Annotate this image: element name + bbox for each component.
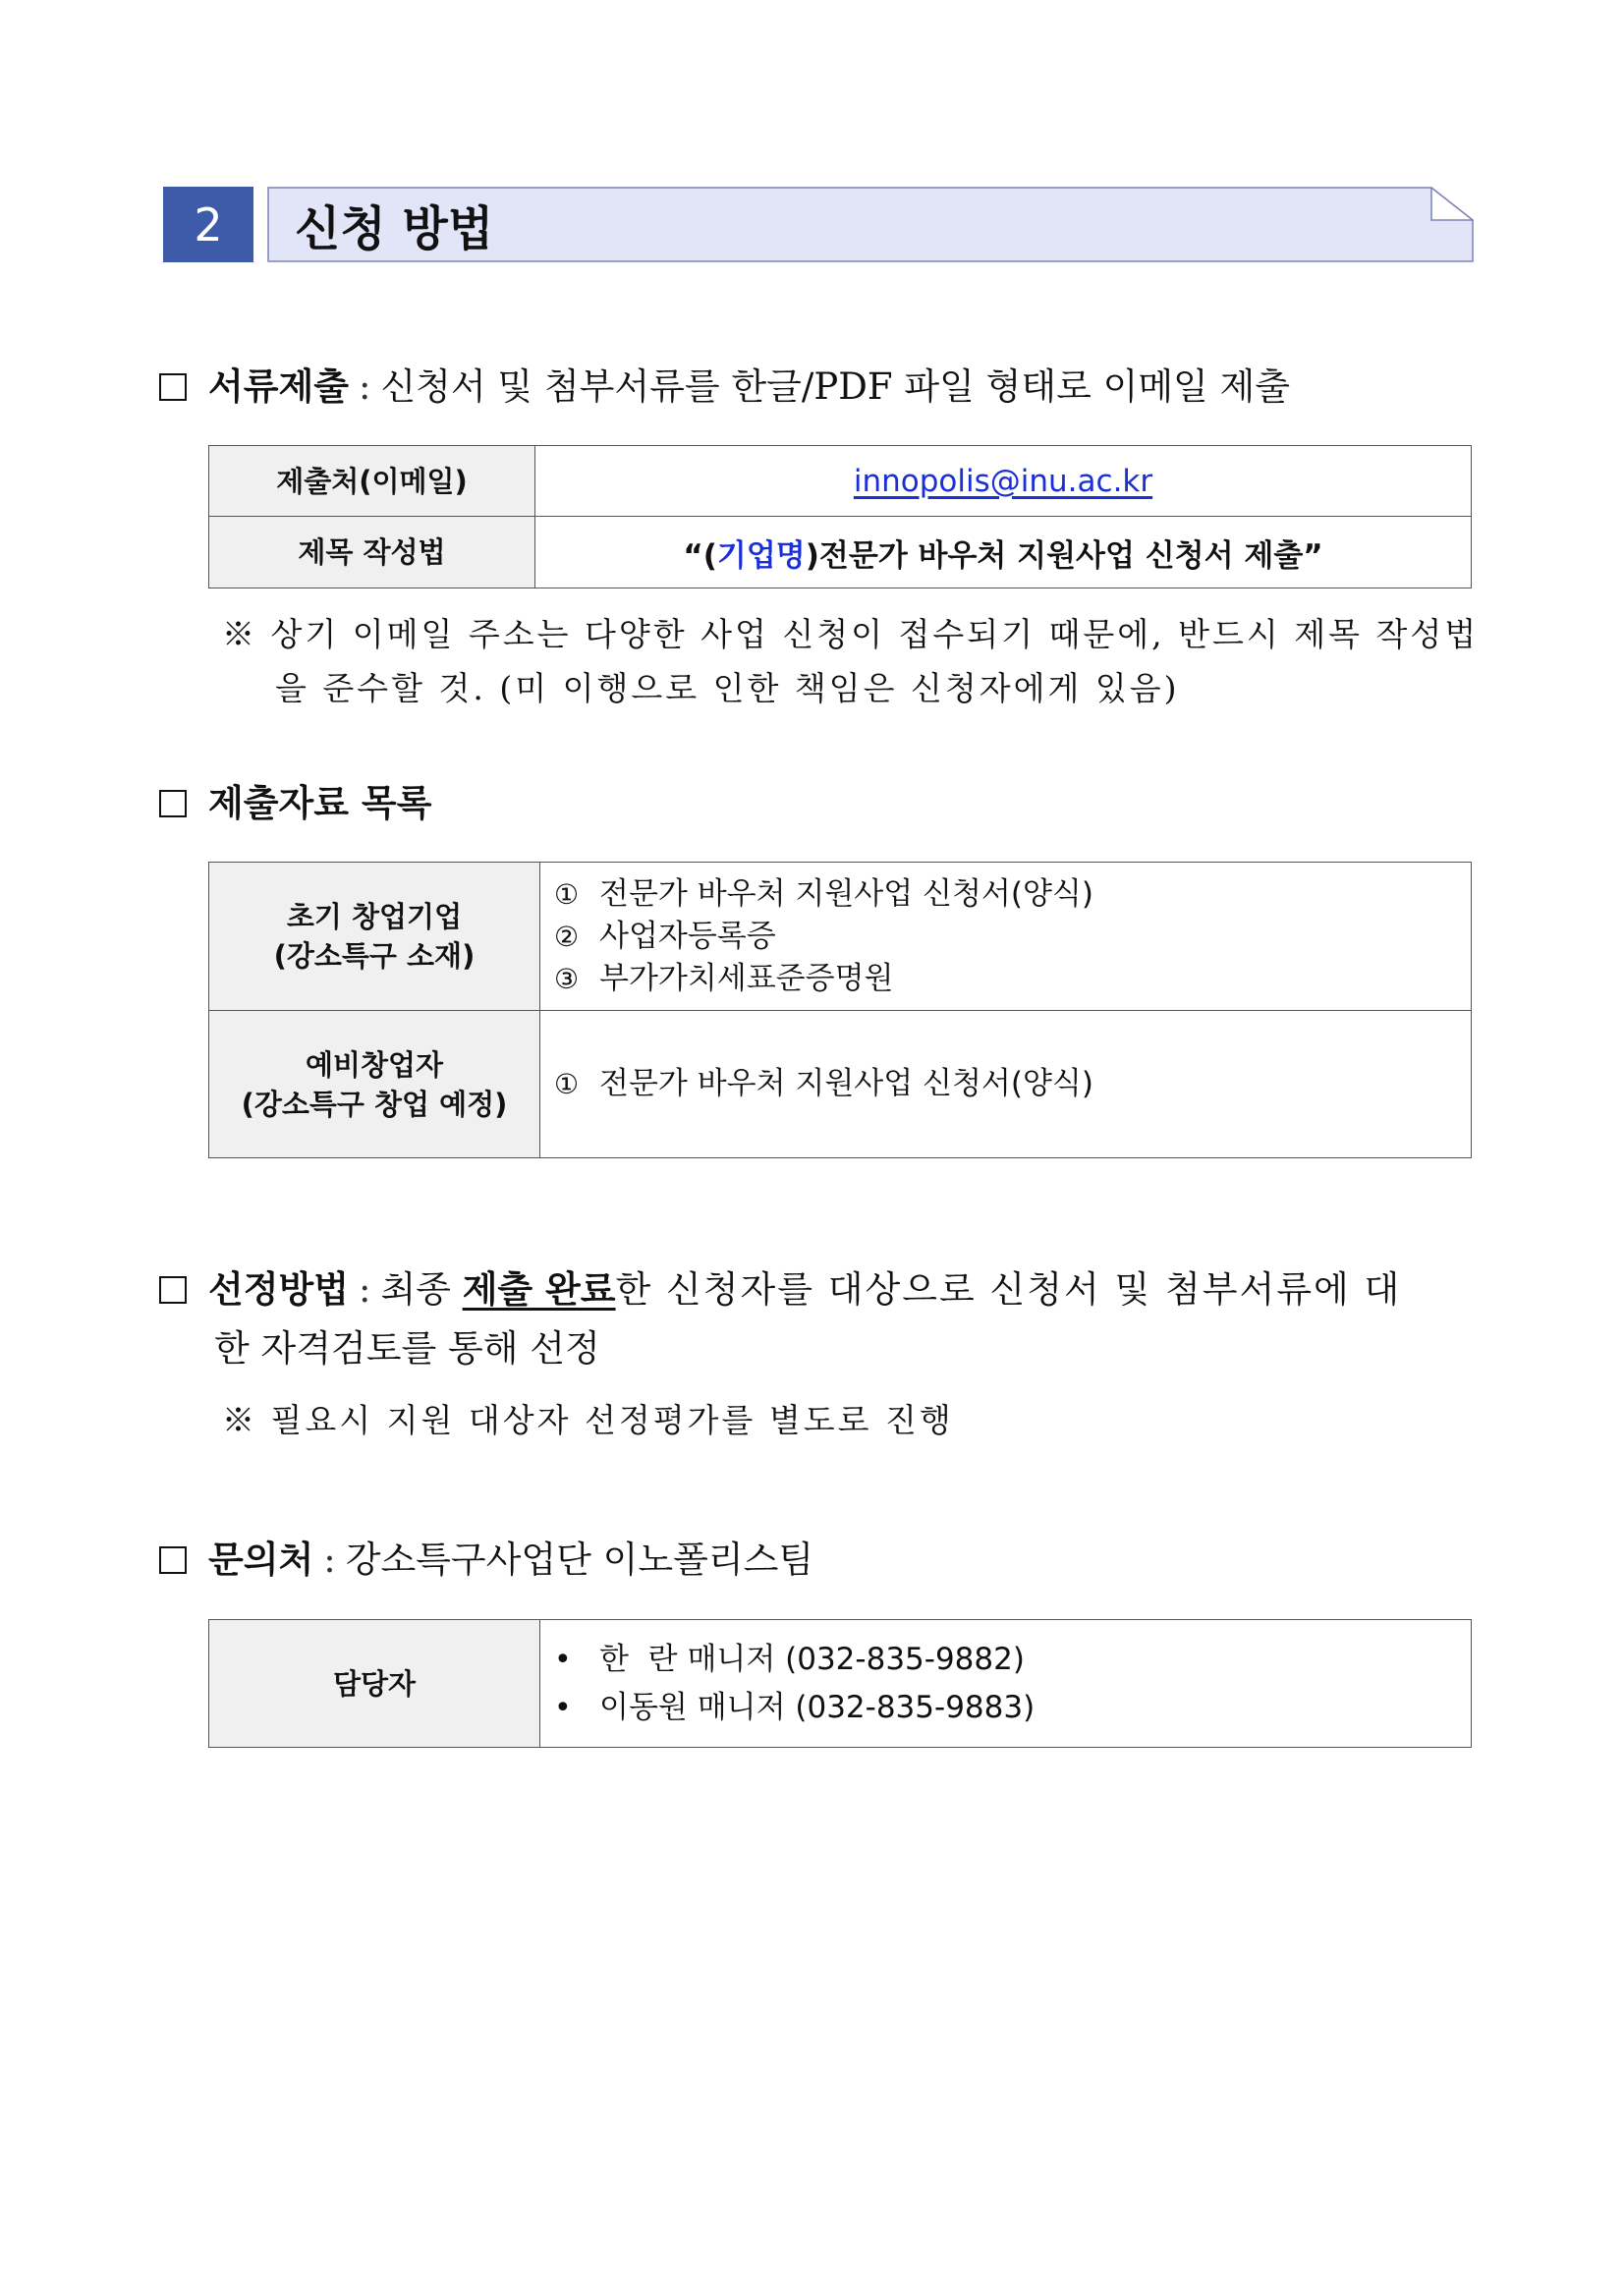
checkbox-square-icon [159, 1276, 187, 1304]
bullet-dot-icon: • [554, 1690, 572, 1725]
email-link[interactable]: innopolis@inu.ac.kr [853, 463, 1153, 499]
early-startup-header-cell: 초기 창업기업 (강소특구 소재) [209, 863, 540, 1011]
submission-note-line2: 을 준수할 것. (미 이행으로 인한 책임은 신청자에게 있음) [275, 669, 1180, 707]
inquiry-line: 문의처 : 강소특구사업단 이노폴리스팀 [159, 1535, 813, 1585]
list-item: ② 사업자등록증 [554, 918, 776, 954]
selection-line1: 선정방법 : 최종 제출 완료한 신청자를 대상으로 신청서 및 첨부서류에 대 [159, 1264, 1476, 1315]
company-name-placeholder: 기업명 [716, 537, 806, 574]
pre-startup-docs-cell [540, 1011, 1472, 1158]
section-number-badge [163, 187, 253, 262]
pre-startup-header-cell: 예비창업자 (강소특구 창업 예정) [209, 1011, 540, 1158]
contacts-cell [540, 1620, 1472, 1748]
checkbox-square-icon [159, 373, 187, 401]
bullet-dot-icon: • [554, 1642, 572, 1677]
list-item: ① 전문가 바우처 지원사업 신청서(양식) [554, 1066, 1093, 1101]
inquiry-label: 문의처 [208, 1538, 314, 1581]
selection-label: 선정방법 [208, 1267, 349, 1311]
section-title: 신청 방법 [295, 201, 494, 256]
subject-format-cell: “(기업명)전문가 바우처 지원사업 신청서 제출” [535, 517, 1472, 588]
contact-item: • 한 란 매니저 (032-835-9882) [540, 1639, 1471, 1681]
selection-note: ※ 필요시 지원 대상자 선정평가를 별도로 진행 [222, 1401, 954, 1439]
early-startup-docs-cell [540, 863, 1472, 1011]
submission-line: 서류제출 : 신청서 및 첨부서류를 한글/PDF 파일 형태로 이메일 제출 [159, 362, 1290, 412]
selection-line2: 한 자격검토를 통해 선정 [214, 1327, 600, 1370]
email-header-cell: 제출처(이메일) [209, 446, 535, 517]
documents-table [208, 862, 1472, 1158]
section-number: 2 [194, 197, 223, 252]
submission-complete-emphasis: 제출 완료 [462, 1267, 616, 1311]
submission-text: 신청서 및 첨부서류를 한글/PDF 파일 형태로 이메일 제출 [380, 365, 1291, 408]
list-item: ① 전문가 바우처 지원사업 신청서(양식) [554, 875, 1093, 912]
section-title-box [267, 187, 1474, 262]
checkbox-square-icon [159, 790, 187, 817]
documents-label: 제출자료 목록 [208, 781, 432, 824]
subject-header-cell: 제목 작성법 [209, 517, 535, 588]
checkbox-square-icon [159, 1546, 187, 1574]
inquiry-text: 강소특구사업단 이노폴리스팀 [345, 1539, 814, 1581]
contacts-table [208, 1619, 1472, 1748]
list-item: ③ 부가가치세표준증명원 [554, 960, 894, 996]
submission-note-line1: ※ 상기 이메일 주소는 다양한 사업 신청이 접수되기 때문에, 반드시 제목 작성법 [222, 615, 1480, 653]
documents-line [159, 778, 431, 828]
contact-header-cell: 담당자 [209, 1620, 540, 1748]
submission-table [208, 445, 1472, 588]
email-cell [535, 446, 1472, 517]
contact-item: • 이동원 매니저 (032-835-9883) [540, 1687, 1471, 1729]
submission-label: 서류제출 [208, 364, 349, 408]
